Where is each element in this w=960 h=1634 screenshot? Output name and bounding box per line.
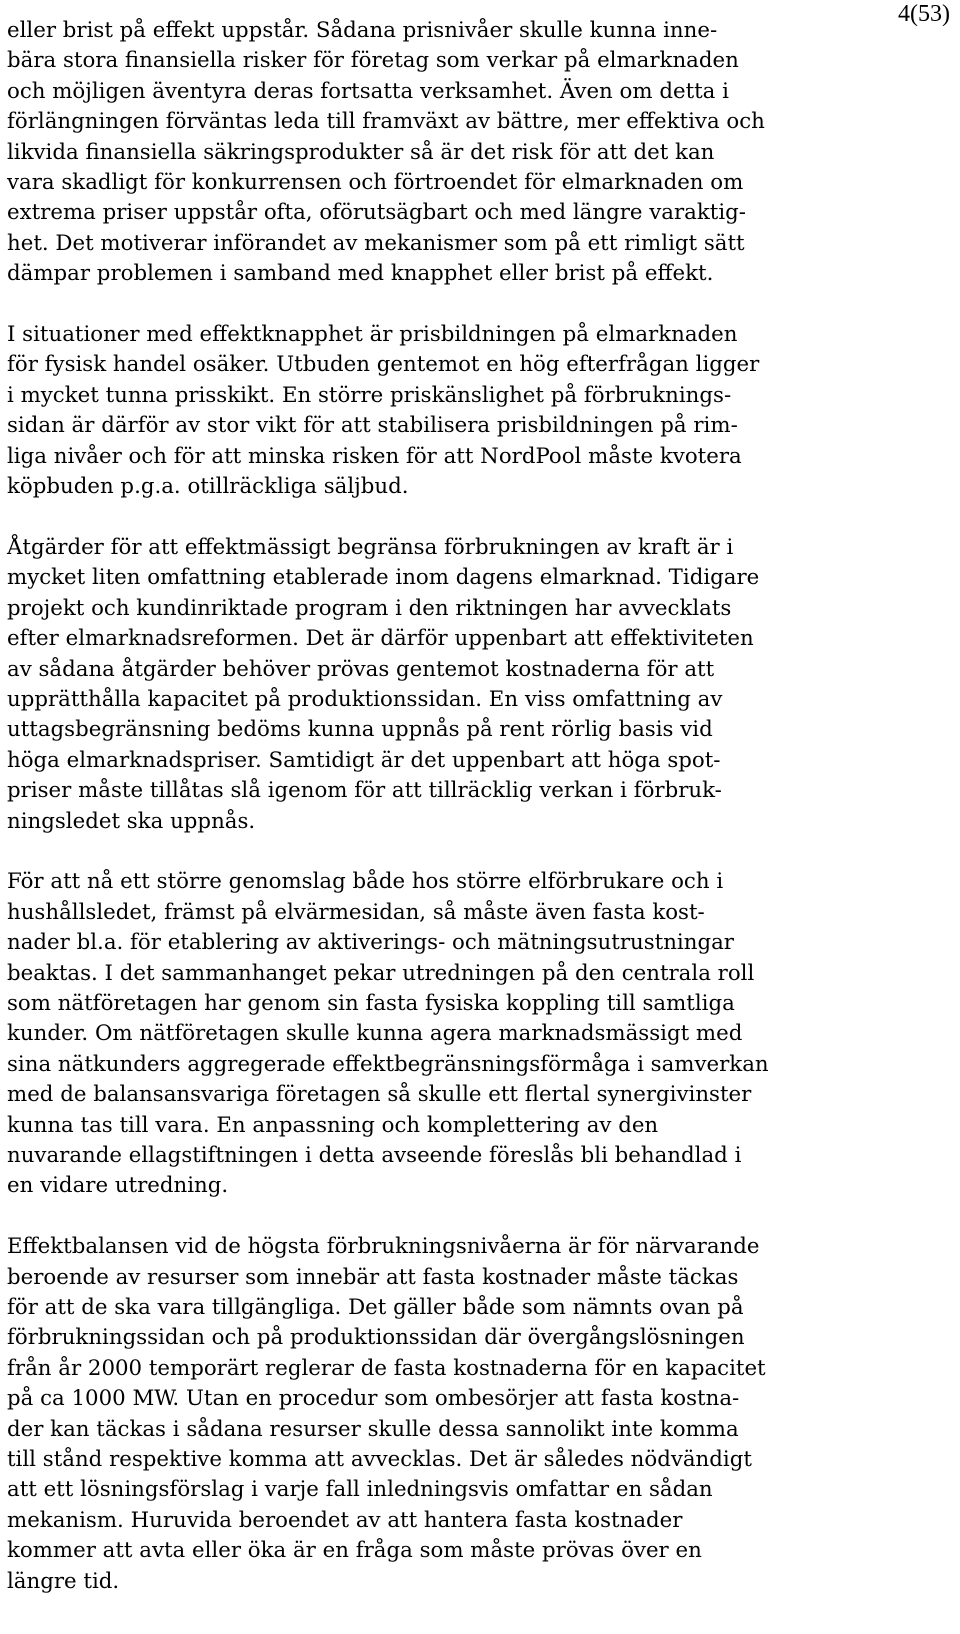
text-line: förbrukningssidan och på produktionssidan där övergångslösningen [7, 1325, 745, 1351]
text-line: av sådana åtgärder behöver prövas gentemot kostnaderna för att [7, 656, 715, 682]
text-line: på ca 1000 MW. Utan en procedur som ombesörjer att fasta kostna- [7, 1386, 740, 1412]
text-line: längre tid. [7, 1568, 120, 1594]
text-line: för att de ska vara tillgängliga. Det gäller både som nämnts ovan på [7, 1295, 744, 1320]
text-line: att ett lösningsförslag i varje fall inledningsvis omfattar en sådan [7, 1477, 713, 1503]
text-line: likvida finansiella säkringsprodukter så är det risk för att det kan [7, 139, 715, 165]
text-line: köpbuden p.g.a. otillräckliga säljbud. [7, 474, 409, 500]
text-line: med de balansansvariga företagen så skulle ett flertal synergivinster [7, 1082, 752, 1108]
text-line: kunder. Om nätföretagen skulle kunna agera marknadsmässigt med [7, 1021, 743, 1047]
text-line: extrema priser uppstår ofta, oförutsägbart och med längre varaktig- [7, 200, 746, 226]
text-line: dämpar problemen i samband med knapphet eller brist på effekt. [7, 261, 714, 287]
text-line: sidan är därför av stor vikt för att stabilisera prisbildningen på rim- [7, 413, 738, 439]
text-line: och möjligen äventyra deras fortsatta verksamhet. Även om detta i [7, 78, 729, 104]
text-line: priser måste tillåtas slå igenom för att tillräcklig verkan i förbruk- [7, 778, 722, 804]
text-line: i mycket tunna prisskikt. En större priskänslighet på förbruknings- [7, 382, 732, 408]
text-line: uttagsbegränsning bedöms kunna uppnås på rent rörlig basis vid [7, 717, 713, 743]
text-line: kommer att avta eller öka är en fråga som måste prövas över en [7, 1538, 702, 1564]
text-line: mekanism. Huruvida beroendet av att hantera fasta kostnader [7, 1507, 683, 1533]
text-line: het. Det motiverar införandet av mekanismer som på ett rimligt sätt [7, 230, 745, 256]
text-line: liga nivåer och för att minska risken för att NordPool måste kvotera [7, 443, 742, 469]
page-number: 4(53) [898, 1, 950, 27]
paragraph [7, 867, 927, 1201]
text-line: upprätthålla kapacitet på produktionssidan. En viss omfattning av [7, 686, 723, 712]
text-line: från år 2000 temporärt reglerar de fasta kostnaderna för en kapacitet [7, 1355, 766, 1381]
text-line: nuvarande ellagstiftningen i detta avseende föreslås bli behandlad i [7, 1142, 742, 1168]
text-line: nader bl.a. för etablering av aktiverings- och mätningsutrustningar [7, 930, 734, 956]
text-line: eller brist på effekt uppstår. Sådana prisnivåer skulle kunna inne- [7, 18, 718, 43]
paragraph [7, 533, 927, 837]
paragraph [7, 1232, 927, 1597]
paragraph [7, 16, 927, 290]
text-line: höga elmarknadspriser. Samtidigt är det uppenbart att höga spot- [7, 747, 721, 773]
body-text [7, 16, 927, 1597]
text-line: beroende av resurser som innebär att fasta kostnader måste täckas [7, 1264, 739, 1290]
text-line: kunna tas till vara. En anpassning och komplettering av den [7, 1112, 659, 1138]
text-line: Åtgärder för att effektmässigt begränsa förbrukningen av kraft är i [7, 534, 734, 560]
text-line: der kan täckas i sådana resurser skulle dessa sannolikt inte komma [7, 1416, 739, 1442]
text-line: I situationer med effektknapphet är prisbildningen på elmarknaden [7, 322, 738, 348]
paragraph [7, 320, 927, 502]
text-line: för fysisk handel osäker. Utbuden gentemot en hög efterfrågan ligger [7, 352, 760, 378]
text-line: efter elmarknadsreformen. Det är därför uppenbart att effektiviteten [7, 626, 754, 652]
text-line: en vidare utredning. [7, 1173, 229, 1199]
text-line: sina nätkunders aggregerade effektbegränsningsförmåga i samverkan [7, 1051, 769, 1077]
text-line: förlängningen förväntas leda till framväxt av bättre, mer effektiva och [7, 109, 765, 135]
text-line: ningsledet ska uppnås. [7, 808, 256, 834]
text-line: bära stora finansiella risker för företag som verkar på elmarknaden [7, 48, 739, 74]
text-line: hushållsledet, främst på elvärmesidan, så måste även fasta kost- [7, 899, 705, 925]
text-line: mycket liten omfattning etablerade inom dagens elmarknad. Tidigare [7, 565, 760, 591]
text-line: till stånd respektive komma att avvecklas. Det är således nödvändigt [7, 1447, 752, 1473]
text-line: beaktas. I det sammanhanget pekar utredningen på den centrala roll [7, 960, 755, 986]
text-line: vara skadligt för konkurrensen och förtroendet för elmarknaden om [7, 170, 744, 196]
text-line: projekt och kundinriktade program i den riktningen har avvecklats [7, 595, 732, 621]
text-line: Effektbalansen vid de högsta förbrukningsnivåerna är för närvarande [7, 1234, 760, 1260]
text-line: som nätföretagen har genom sin fasta fysiska koppling till samtliga [7, 990, 735, 1016]
text-line: För att nå ett större genomslag både hos större elförbrukare och i [7, 869, 724, 895]
